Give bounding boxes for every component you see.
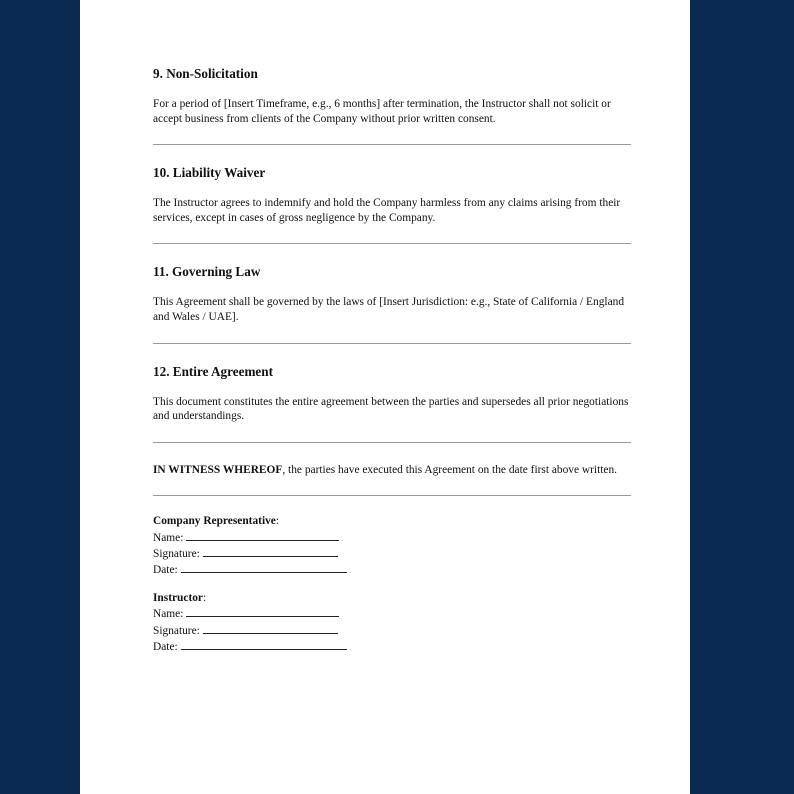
section-heading: 9. Non-Solicitation — [153, 66, 258, 81]
name-line[interactable] — [186, 605, 339, 617]
witness-bold: IN WITNESS WHEREOF — [153, 463, 283, 476]
section-body: For a period of [Insert Timeframe, e.g., 6 months] after termination, the Instructor shall not solicit or accept business from clients of the Company without prior written consent. — [153, 98, 611, 125]
section-heading: 10. Liability Waiver — [153, 165, 266, 181]
divider — [153, 243, 631, 244]
section-body: This Agreement shall be governed by the laws of [Insert Jurisdiction: e.g., State of California / England and Wales / UAE]. — [153, 296, 625, 323]
signature-line[interactable] — [203, 622, 338, 634]
document-page — [80, 0, 690, 794]
divider — [153, 343, 631, 344]
divider — [153, 144, 631, 145]
instructor-label: Instructor — [153, 592, 203, 605]
signature-label: Signature: — [153, 624, 200, 637]
section-non-solicitation — [153, 66, 631, 126]
company-signature-block: Company Representative: Name: Signature: Date: — [153, 514, 631, 577]
section-heading: 12. Entire Agreement — [153, 363, 274, 379]
witness-statement — [153, 463, 631, 478]
name-line[interactable] — [186, 529, 339, 541]
section-body: This document constitutes the entire agreement between the parties and supersedes all prior negotiations and understandings. — [153, 395, 629, 423]
section-body: The Instructor agrees to indemnify and hold the Company harmless from any claims arising from their services, except in cases of gross negligence by the Company. — [153, 197, 621, 224]
company-representative-label: Company Representative — [153, 515, 276, 528]
signature-line[interactable] — [203, 545, 338, 557]
section-entire-agreement — [153, 364, 631, 424]
date-label: Date: — [153, 640, 178, 653]
section-heading: 11. Governing Law — [153, 264, 261, 280]
section-liability-waiver — [153, 165, 631, 225]
witness-rest: , the parties have executed this Agreement on the date first above written. — [282, 463, 617, 476]
signature-label: Signature: — [153, 547, 200, 560]
instructor-signature-block: Instructor: Name: Signature: Date: — [153, 591, 631, 654]
date-line[interactable] — [181, 561, 347, 573]
document-content — [153, 66, 631, 654]
date-label: Date: — [153, 563, 178, 576]
signature-blocks — [153, 514, 631, 654]
date-line[interactable] — [181, 638, 347, 650]
divider — [153, 442, 631, 443]
name-label: Name: — [153, 531, 184, 544]
name-label: Name: — [153, 608, 184, 621]
divider — [153, 495, 631, 496]
section-governing-law — [153, 264, 631, 324]
